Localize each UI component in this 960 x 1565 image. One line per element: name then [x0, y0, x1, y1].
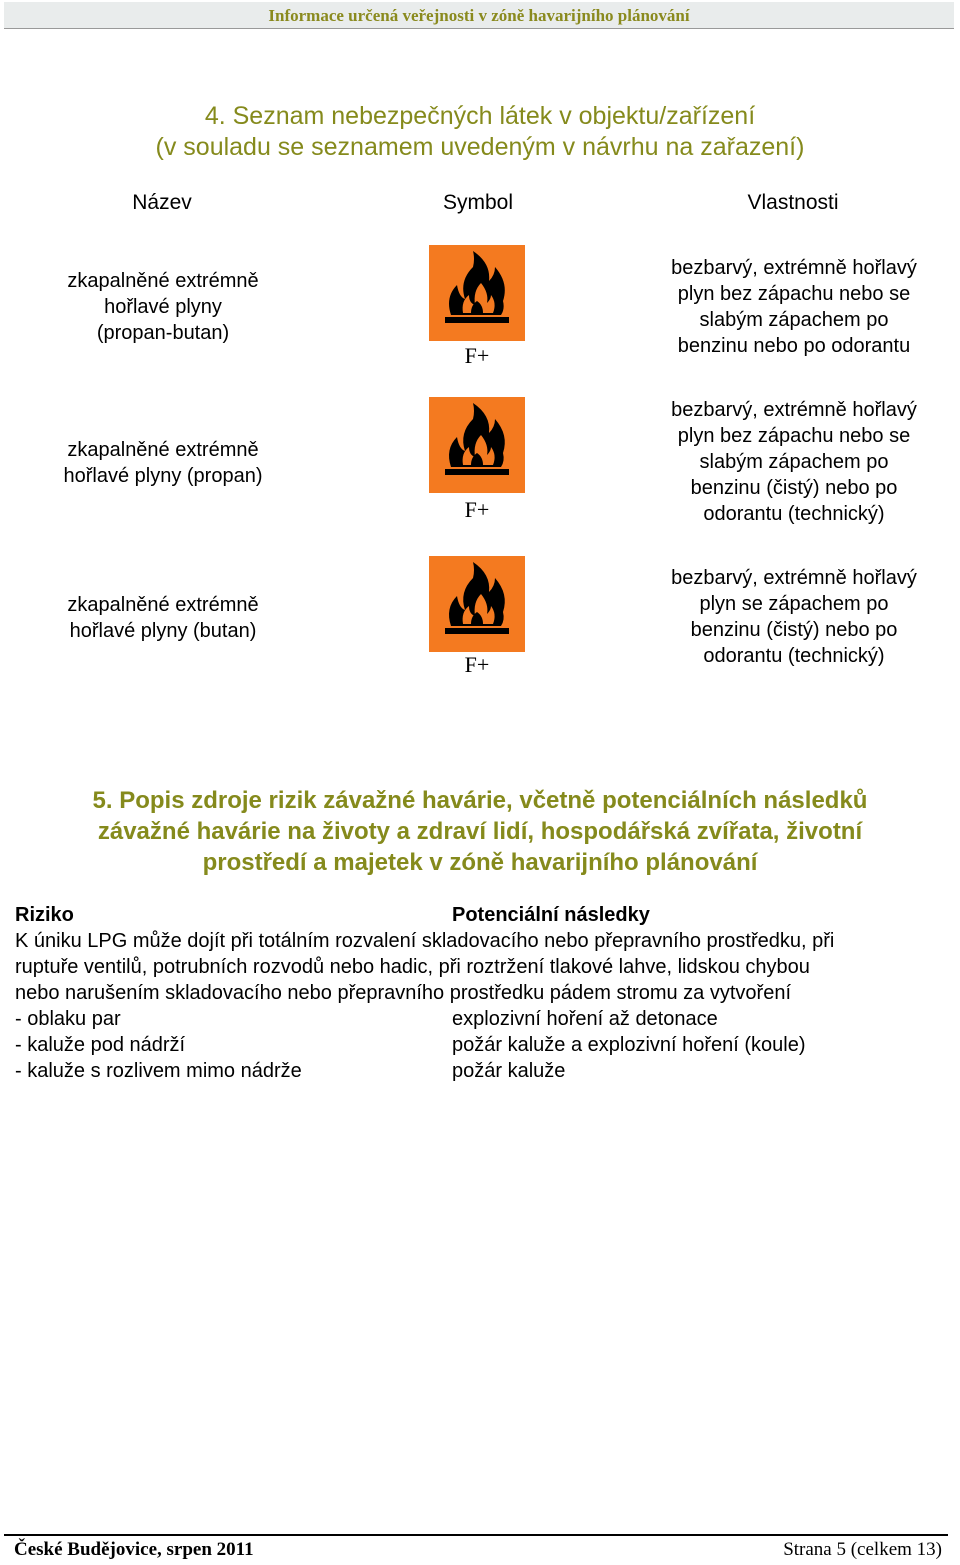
column-header-properties: Vlastnosti — [747, 191, 839, 214]
consequences-label: Potenciální následky — [452, 904, 650, 926]
risk-item-text: - kaluže s rozlivem mimo nádrže — [15, 1060, 302, 1082]
substance-name-line: hořlavé plyny (propan) — [63, 465, 263, 487]
substance-name-line: zkapalněné extrémně — [67, 439, 259, 461]
property-line: bezbarvý, extrémně hořlavý — [671, 399, 917, 421]
property-line: bezbarvý, extrémně hořlavý — [671, 257, 917, 279]
property-line: benzinu nebo po odorantu — [677, 335, 911, 357]
property-line: odorantu (technický) — [703, 503, 885, 525]
column-header-name: Název — [132, 191, 192, 214]
footer-page-number: Strana 5 (celkem 13) — [783, 1539, 942, 1560]
property-line: benzinu (čistý) nebo po — [690, 477, 898, 499]
substance-properties — [640, 255, 948, 359]
property-line: slabým zápachem po — [699, 309, 889, 331]
section5-title-line1: 5. Popis zdroje rizik závažné havárie, včetně potenciálních následků — [92, 787, 868, 814]
property-line: slabým zápachem po — [699, 451, 889, 473]
paragraph-line: nebo narušením skladovacího nebo přepravního prostředku pádem stromu za vytvoření — [15, 982, 791, 1004]
consequence-item-text: požár kaluže — [452, 1060, 566, 1082]
section5-title-line2: závažné havárie na životy a zdraví lidí, hospodářská zvířata, životní — [97, 818, 863, 845]
risk-label: Riziko — [15, 904, 74, 926]
substance-name-line: zkapalněné extrémně — [67, 270, 259, 292]
consequence-item-text: požár kaluže a explozivní hoření (koule) — [452, 1034, 806, 1056]
header-title: Informace určená veřejnosti v zóně havarijního plánování — [268, 6, 690, 25]
substance-name — [30, 592, 296, 644]
substance-name — [30, 437, 296, 489]
column-header-symbol: Symbol — [442, 191, 514, 214]
page-header — [4, 2, 954, 29]
paragraph-line: ruptuře ventilů, potrubních rozvodů nebo hadic, při roztržení tlakové lahve, lidskou chybou — [15, 956, 810, 978]
flame-hazard-icon — [429, 245, 525, 341]
substance-name — [30, 268, 296, 346]
hazard-code: F+ — [464, 497, 490, 522]
risk-item — [15, 1058, 950, 1084]
section4-title — [0, 101, 960, 163]
substance-properties — [640, 397, 948, 527]
property-line: benzinu (čistý) nebo po — [690, 619, 898, 641]
paragraph-line: K úniku LPG může dojít při totálním rozvalení skladovacího nebo přepravního prostředku, při — [15, 930, 835, 952]
risk-paragraph — [15, 928, 950, 1006]
section5-title — [0, 785, 960, 878]
substance-name-line: (propan-butan) — [96, 322, 230, 344]
risk-item — [15, 1006, 950, 1032]
substance-name-line: hořlavé plyny (butan) — [69, 620, 257, 642]
property-line: plyn bez zápachu nebo se — [677, 425, 911, 447]
hazard-code: F+ — [464, 652, 490, 677]
flame-hazard-icon — [429, 556, 525, 652]
flame-hazard-svg — [429, 397, 525, 493]
flame-hazard-svg — [429, 556, 525, 652]
risk-item-text: - kaluže pod nádrží — [15, 1034, 186, 1056]
hazard-code: F+ — [464, 343, 490, 368]
substance-properties — [640, 565, 948, 669]
consequence-item-text: explozivní hoření až detonace — [452, 1008, 718, 1030]
substance-name-line: zkapalněné extrémně — [67, 594, 259, 616]
footer-location-date: České Budějovice, srpen 2011 — [14, 1539, 254, 1560]
property-line: plyn se zápachem po — [699, 593, 889, 615]
risk-header-row — [15, 902, 950, 928]
property-line: odorantu (technický) — [703, 645, 885, 667]
flame-hazard-icon — [429, 397, 525, 493]
section4-title-line1: 4. Seznam nebezpečných látek v objektu/zařízení — [204, 102, 756, 130]
section5-title-line3: prostředí a majetek v zóně havarijního plánování — [202, 849, 758, 876]
page-footer — [4, 1534, 948, 1562]
property-line: plyn bez zápachu nebo se — [677, 283, 911, 305]
flame-hazard-svg — [429, 245, 525, 341]
risk-item-text: - oblaku par — [15, 1008, 121, 1030]
substance-name-line: hořlavé plyny — [104, 296, 222, 318]
risk-item — [15, 1032, 950, 1058]
section4-title-line2: (v souladu se seznamem uvedeným v návrhu na zařazení) — [155, 133, 805, 161]
property-line: bezbarvý, extrémně hořlavý — [671, 567, 917, 589]
